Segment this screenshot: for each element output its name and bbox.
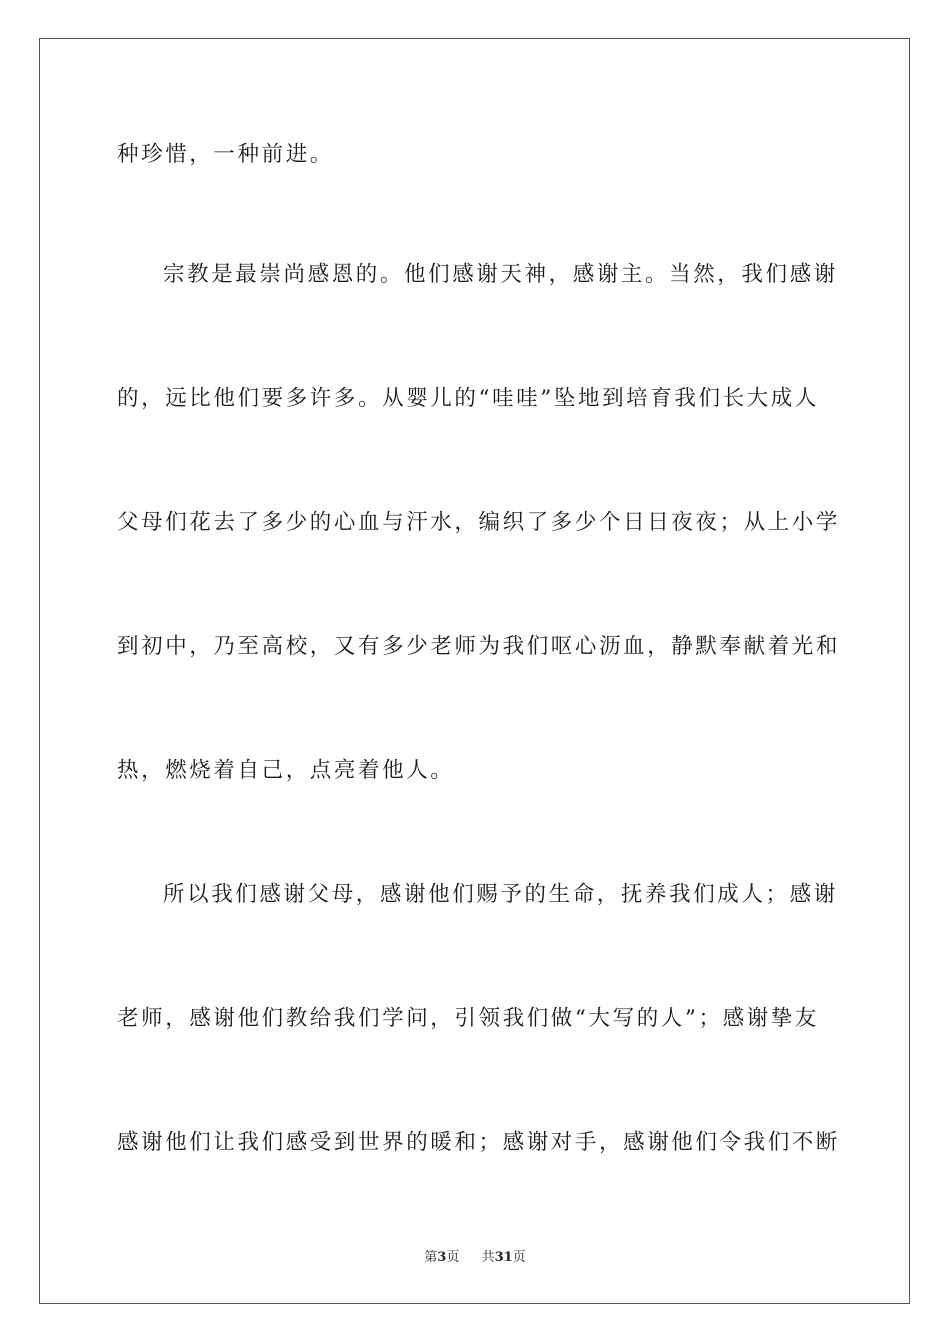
page-number: 第3页 [424, 1250, 460, 1265]
paragraph-start-line: 宗教是最崇尚感恩的。他们感谢天神，感谢主。当然，我们感谢 [163, 262, 838, 287]
page-total: 共31页 [481, 1250, 526, 1265]
text-line: 种珍惜，一种前进。 [117, 142, 334, 167]
text-line: 感谢他们让我们感受到世界的暖和；感谢对手，感谢他们令我们不断 [117, 1130, 841, 1155]
text-line: 的，远比他们要多许多。从婴儿的“哇哇”坠地到培育我们长大成人 [117, 386, 819, 411]
text-line: 老师，感谢他们教给我们学问，引领我们做“大写的人”；感谢挚友 [117, 1006, 819, 1031]
page-footer [0, 1250, 950, 1266]
paragraph-start-line: 所以我们感谢父母，感谢他们赐予的生命，抚养我们成人；感谢 [163, 882, 838, 907]
text-line: 热，燃烧着自己，点亮着他人。 [117, 758, 455, 783]
page-border [39, 38, 910, 1304]
text-line: 到初中，乃至高校，又有多少老师为我们呕心沥血，静默奉献着光和 [117, 634, 841, 659]
text-line: 父母们花去了多少的心血与汗水，编织了多少个日日夜夜；从上小学 [117, 510, 841, 535]
